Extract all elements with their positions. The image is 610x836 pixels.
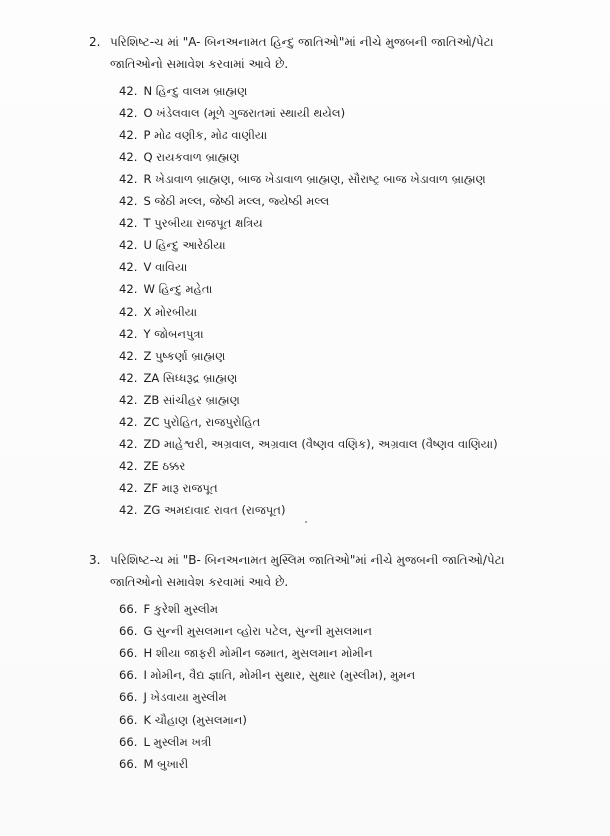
list-item-number: 66. (119, 712, 138, 727)
list-item (119, 503, 286, 518)
list-item-number: 42. (119, 348, 138, 363)
list-item-text: R ખેડાવાળ બ્રાહ્મણ, બાજ ખેડાવાળ બ્રાહ્મણ, સૌરાષ્ટ્ર બાજ ખેડાવાળ બ્રાહ્મણ (143, 172, 486, 187)
list-item-number: 42. (119, 304, 138, 319)
list-item (119, 84, 247, 99)
list-item (119, 327, 204, 342)
list-item-number: 42. (119, 480, 138, 495)
section-2-number: 3. (89, 553, 101, 567)
list-item (119, 238, 226, 253)
list-item-text: U હિન્દુ આરેઠીયા (143, 238, 226, 253)
list-item (119, 481, 218, 496)
list-item-text: Q રાયકવાળ બ્રાહ્મણ (143, 150, 240, 165)
list-item-text: V વાવિયા (143, 260, 188, 275)
list-item-text: F કુરેશી મુસ્લીમ (143, 602, 219, 616)
list-item-number: 42. (119, 458, 138, 473)
list-item-number: 42. (119, 502, 138, 517)
list-item (119, 624, 372, 639)
list-item-number: 42. (119, 260, 138, 275)
list-item (119, 194, 329, 209)
section-2-heading-line-1: પરિશિષ્ટ-ચ માં "B- બિનઅનામત મુસ્લિમ જાતિઓ"માં નીચે મુજબની જાતિઓ/પેટા (110, 553, 505, 567)
list-item-number: 42. (119, 128, 138, 143)
list-item-text: S જેઠી મલ્લ, જેષ્ઠી મલ્લ, જ્યેષ્ઠી મલ્લ (143, 194, 330, 209)
list-item-text: W હિન્દુ મહેતા (143, 282, 213, 297)
list-item (119, 437, 498, 452)
list-item-number: 42. (119, 414, 138, 429)
list-item (119, 216, 263, 231)
list-item-number: 66. (119, 646, 138, 661)
list-item-number: 42. (119, 238, 138, 253)
list-item (119, 128, 267, 143)
list-item (119, 668, 415, 683)
stray-mark (305, 521, 307, 523)
list-item-text: P મોઢ વણીક, મોઢ વાણીયા (143, 128, 268, 143)
list-item-number: 42. (119, 172, 138, 187)
list-item-number: 42. (119, 370, 138, 385)
list-item-text: G સુન્ની મુસલમાન વ્હોરા પટેલ, સુન્ની મુસલમાન (143, 624, 373, 639)
list-item (119, 690, 227, 705)
list-item (119, 735, 211, 750)
list-item (119, 150, 240, 165)
list-item-text: O ખંડેલવાલ (મૂળે ગુજરાતમાં સ્થાયી થયેલ) (143, 106, 346, 121)
list-item-number: 66. (119, 734, 138, 749)
list-item-number: 66. (119, 690, 138, 705)
list-item-text: Y જોબનપુત્રા (143, 326, 204, 341)
list-item (119, 305, 197, 320)
list-item-number: 42. (119, 106, 138, 121)
list-item-number: 42. (119, 392, 138, 407)
list-item-text: M બુખારી (143, 756, 189, 771)
list-item-text: H શીયા જાફરી મોમીન જમાત, મુસલમાન મોમીન (143, 646, 373, 661)
list-item-number: 42. (119, 436, 138, 451)
section-1-heading-line-2: જાતિઓનો સમાવેશ કરવામાં આવે છે. (110, 57, 289, 71)
list-item (119, 602, 218, 617)
section-1-heading-line-1: પરિશિષ્ટ-ચ માં "A- બિનઅનામત હિન્દુ જાતિઓ"માં નીચે મુજબની જાતિઓ/પેટા (110, 35, 494, 49)
list-item-text: L મુસ્લીમ ખત્રી (143, 734, 212, 749)
section-1-number: 2. (89, 35, 101, 49)
list-item-text: I મોમીન, વૈદ્ય જ્ઞાતિ, મોમીન સુથાર, સુથાર (મુસ્લીમ), મુમન (143, 668, 416, 683)
list-item (119, 459, 185, 474)
list-item-text: X મોરબીયા (143, 304, 198, 319)
list-item (119, 349, 225, 364)
list-item-text: J ખેડવાયા મુસ્લીમ (143, 690, 227, 705)
list-item-text: ZD માહેશ્વરી, અગ્રવાલ, અગ્રવાલ (વૈષ્ણવ વણિક), અગ્રવાલ (વૈષ્ણવ વાણિયા) (143, 436, 498, 451)
list-item (119, 172, 486, 187)
list-item-number: 42. (119, 150, 138, 165)
list-item (119, 260, 187, 275)
list-item-text: N હિન્દુ વાલમ બ્રાહ્મણ (143, 84, 248, 98)
list-item-number: 42. (119, 326, 138, 341)
list-item-text: ZE ઠક્કર (143, 458, 186, 473)
list-item-number: 42. (119, 216, 138, 231)
list-item-number: 66. (119, 668, 138, 683)
list-item (119, 713, 247, 728)
list-item-text: ZB સાંચીહર બ્રાહ્મણ (143, 392, 240, 407)
section-2-heading-line-2: જાતિઓનો સમાવેશ કરવામાં આવે છે. (110, 575, 289, 589)
list-item (119, 415, 260, 430)
list-item-text: ZG અમદાવાદ રાવત (રાજપૂત) (143, 502, 286, 517)
list-item (119, 393, 240, 408)
list-item-number: 66. (119, 756, 138, 771)
list-item-number: 66. (119, 602, 138, 616)
list-item-number: 66. (119, 624, 138, 639)
list-item-text: T પુરબીયા રાજપૂત ક્ષત્રિય (143, 216, 263, 231)
list-item (119, 757, 188, 772)
list-item (119, 106, 345, 121)
list-item (119, 282, 212, 297)
list-item-number: 42. (119, 282, 138, 297)
list-item-text: ZC પુરોહિત, રાજપુરોહિત (143, 414, 261, 429)
list-item-text: ZA સિધ્ધરૂદ્ર બ્રાહ્મણ (143, 370, 238, 385)
list-item-text: Z પુષ્કર્ણા બ્રાહ્મણ (143, 348, 226, 363)
list-item-number: 42. (119, 194, 138, 209)
list-item (119, 646, 373, 661)
list-item-text: K ચૌહાણ (મુસલમાન) (143, 712, 247, 727)
list-item-number: 42. (119, 84, 138, 98)
list-item-text: ZF મારૂ રાજપૂત (143, 480, 218, 495)
list-item (119, 371, 237, 386)
